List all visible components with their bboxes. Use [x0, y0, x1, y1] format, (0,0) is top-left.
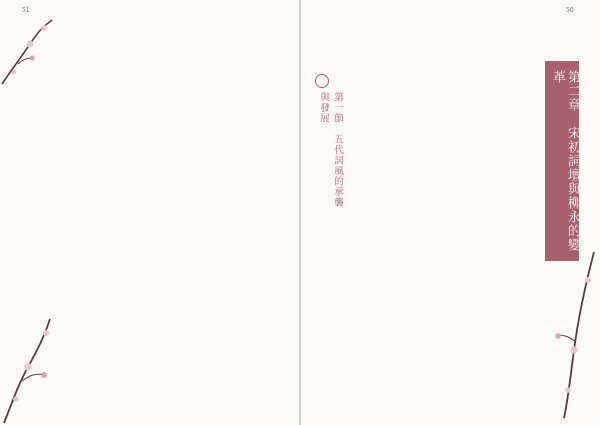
right-page-number: 50 [566, 7, 574, 14]
plum-blossom-branch-decoration-right [554, 250, 600, 420]
section-title: 第一節 五代詞風的承襲與發展 [318, 92, 343, 208]
plum-blossom-branch-decoration-bottom-left [0, 315, 60, 425]
left-page [0, 0, 299, 425]
section-ring-icon [315, 74, 329, 88]
plum-blossom-branch-decoration-top-left [0, 14, 60, 94]
chapter-title: 第二章 宋初詞壇與柳永的變革 [550, 70, 580, 252]
left-page-number: 51 [22, 7, 30, 14]
